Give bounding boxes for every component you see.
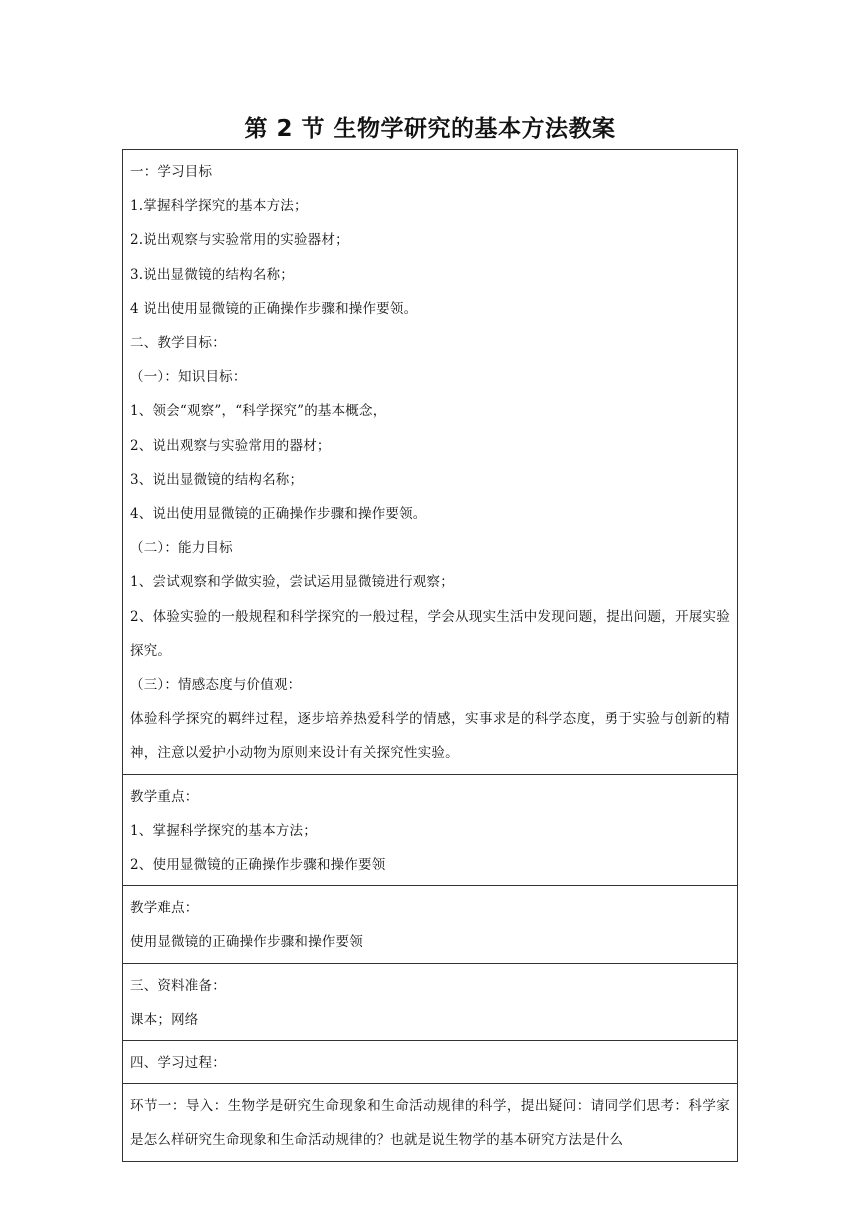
process-row bbox=[123, 1041, 738, 1084]
ability-objective-item: 2、体验实验的一般规程和科学探究的一般过程，学会从现实生活中发现问题，提出问题，开展实验探究。 bbox=[130, 608, 730, 659]
lesson-plan-table bbox=[122, 149, 738, 1162]
objectives-row bbox=[123, 150, 738, 775]
process-cell bbox=[123, 1041, 738, 1084]
learning-objective-item: 4 说出使用显微镜的正确操作步骤和操作要领。 bbox=[130, 300, 418, 317]
emotion-objectives-heading: （三）：情感态度与价值观： bbox=[130, 677, 302, 694]
knowledge-objective-item: 2、说出观察与实验常用的器材； bbox=[130, 437, 331, 454]
difficulties-row bbox=[123, 886, 738, 963]
knowledge-objective-item: 4、说出使用显微镜的正确操作步骤和操作要领。 bbox=[130, 506, 427, 523]
process-heading: 四、学习过程： bbox=[130, 1055, 226, 1072]
learning-objectives-heading: 一：学习目标 bbox=[130, 164, 213, 180]
knowledge-objectives-heading: （一）：知识目标： bbox=[130, 369, 247, 386]
step1-text: 环节一：导入：生物学是研究生命现象和生命活动规律的科学，提出疑问：请同学们思考：科学家是怎么样研究生命现象和生命活动规律的？也就是说生物学的基本研究方法是什么 bbox=[130, 1098, 730, 1149]
materials-heading: 三、资料准备： bbox=[130, 977, 226, 994]
learning-objective-item: 2.说出观察与实验常用的实验器材； bbox=[130, 232, 349, 249]
knowledge-objective-item: 3、说出显微镜的结构名称； bbox=[130, 471, 304, 488]
materials-row bbox=[123, 963, 738, 1040]
key-point-item: 1、掌握科学探究的基本方法； bbox=[130, 822, 317, 839]
ability-objective-item: 1、尝试观察和学做实验，尝试运用显微镜进行观察； bbox=[130, 574, 454, 591]
emotion-objectives-text: 体验科学探究的羁绊过程，逐步培养热爱科学的情感，实事求是的科学态度，勇于实验与创新的精神，注意以爱护小动物为原则来设计有关探究性实验。 bbox=[130, 711, 730, 762]
learning-objective-item: 3.说出显微镜的结构名称； bbox=[130, 266, 294, 283]
materials-cell bbox=[123, 963, 738, 1040]
learning-objective-item: 1.掌握科学探究的基本方法； bbox=[130, 198, 308, 215]
ability-objectives-heading: （二）：能力目标 bbox=[130, 540, 233, 557]
materials-text: 课本；网络 bbox=[130, 1011, 199, 1028]
difficulties-cell bbox=[123, 886, 738, 963]
objectives-cell bbox=[123, 150, 738, 775]
difficulties-heading: 教学难点： bbox=[130, 900, 199, 917]
teaching-objectives-heading: 二、教学目标： bbox=[130, 335, 226, 352]
key-points-cell bbox=[123, 774, 738, 886]
knowledge-objective-item: 1、领会“观察”，“科学探究”的基本概念， bbox=[130, 403, 387, 420]
key-points-heading: 教学重点： bbox=[130, 788, 199, 805]
step1-cell bbox=[123, 1084, 738, 1161]
difficulties-text: 使用显微镜的正确操作步骤和操作要领 bbox=[130, 934, 363, 951]
key-points-row bbox=[123, 774, 738, 886]
key-point-item: 2、使用显微镜的正确操作步骤和操作要领 bbox=[130, 857, 386, 874]
step1-row bbox=[123, 1084, 738, 1161]
page-title: 第 2 节 生物学研究的基本方法教案 bbox=[244, 116, 616, 142]
